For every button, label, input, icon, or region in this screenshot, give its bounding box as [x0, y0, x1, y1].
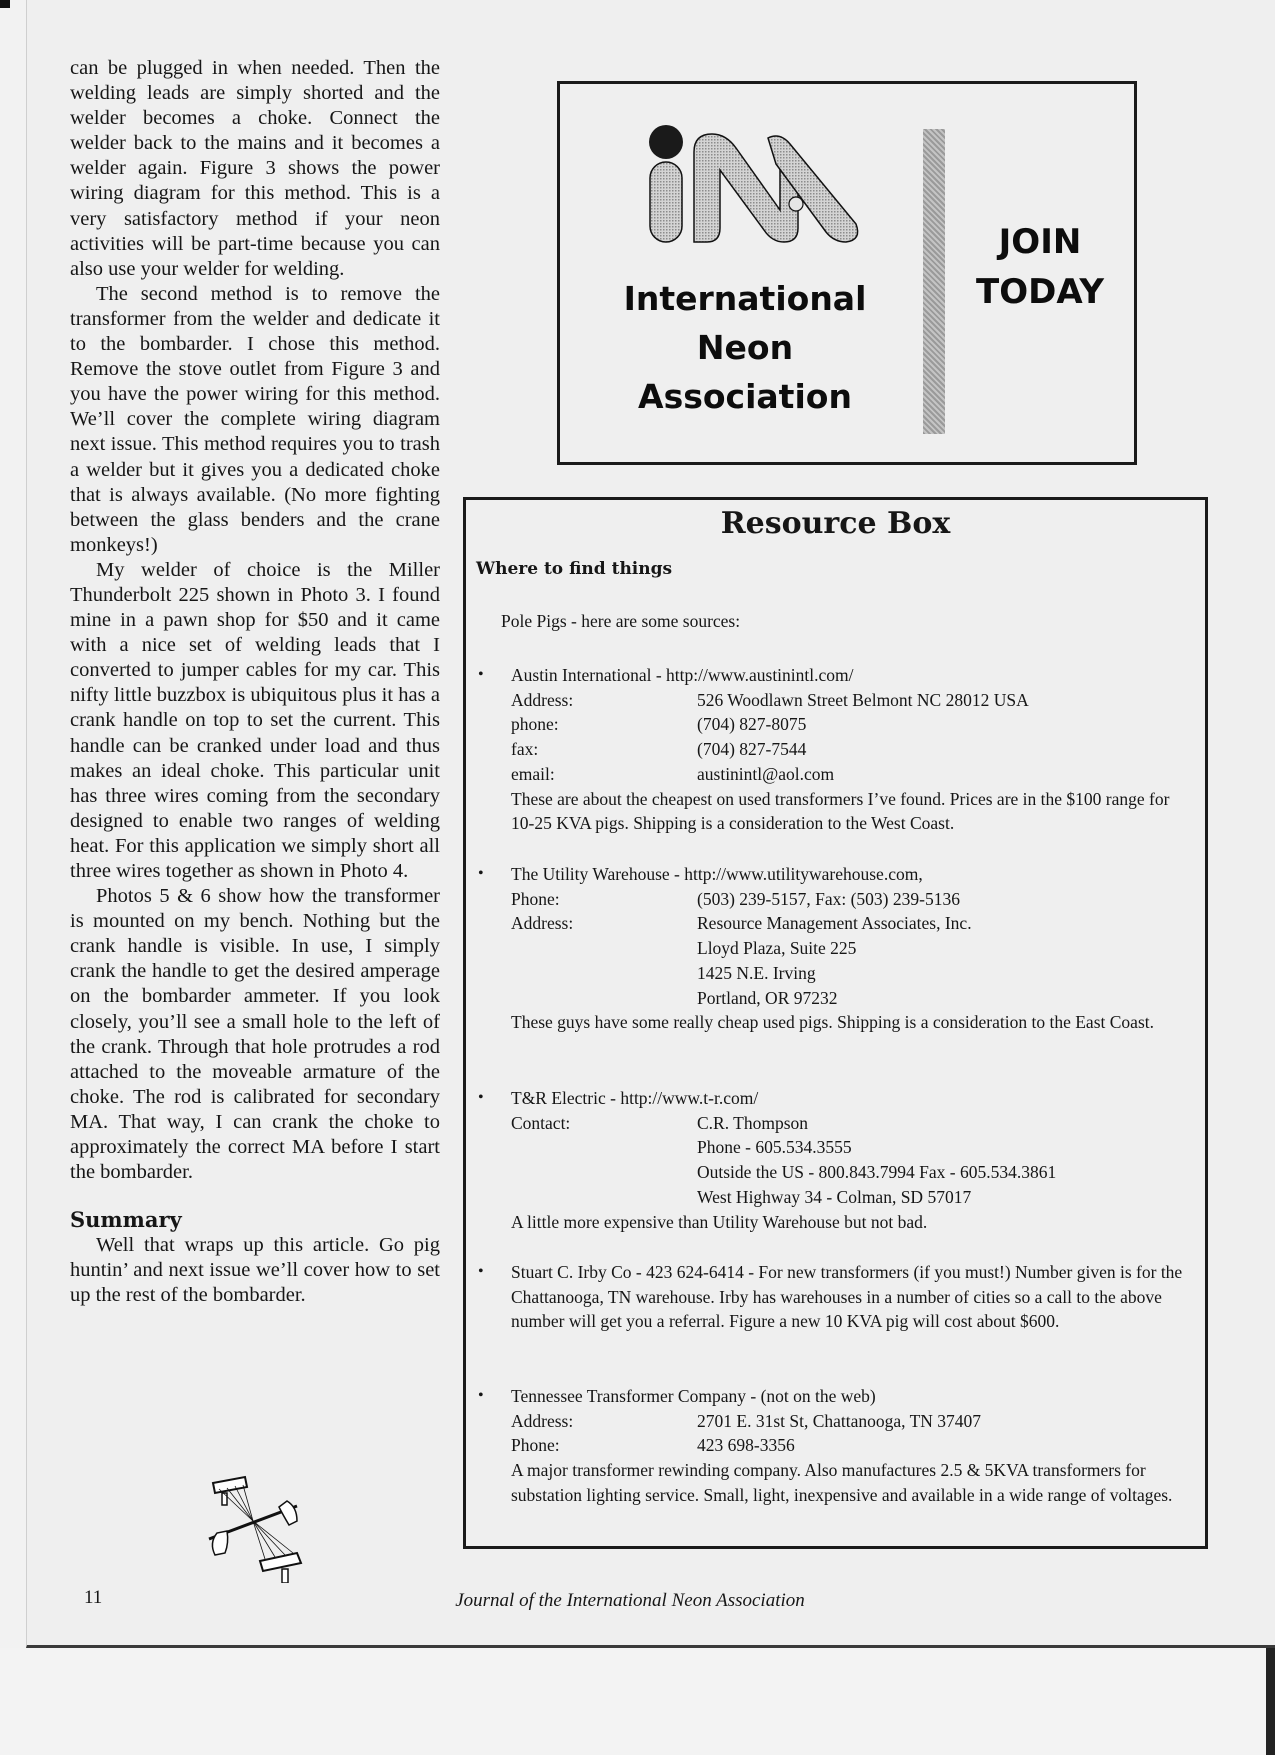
row-label: Address:: [511, 689, 574, 710]
bullet-icon: •: [478, 1089, 484, 1106]
entry-head: Austin International - http://www.austinintl.com/: [511, 665, 854, 685]
contact-line: Outside the US - 800.843.7994 Fax - 605.534.3861: [697, 1162, 1057, 1183]
entry-head: The Utility Warehouse - http://www.utilitywarehouse.com,: [511, 864, 923, 884]
row-label: Phone:: [511, 1435, 560, 1456]
summary-text: Well that wraps up this article. Go pig huntin’ and next issue we’ll cover how to set up the rest of the bombarder.: [70, 1234, 440, 1307]
ina-logo-icon: [648, 124, 868, 244]
summary-heading: Summary: [70, 1207, 182, 1233]
row-label: Address:: [511, 1410, 574, 1431]
entry-head: T&R Electric - http://www.t-r.com/: [511, 1088, 759, 1108]
entry-row: [511, 737, 806, 762]
row-value: (503) 239-5157, Fax: (503) 239-5136: [697, 888, 960, 909]
row-label: email:: [511, 763, 555, 784]
row-label: Contact:: [511, 1112, 571, 1133]
row-value: (704) 827-7544: [697, 739, 807, 760]
entry-note: These guys have some really cheap used pigs. Shipping is a consideration to the East Coast.: [511, 1012, 1154, 1033]
article-paragraph-2: The second method is to remove the transformer from the welder and dedicate it to the bombarder. I chose this method. Remove the stove outlet from Figure 3 and you have the power wiring for this method. We’ll cover the complete wiring diagram next issue. This method requires you to trash a welder but it gives you a dedicated choke that is always available. (No more fighting between the glass benders and the crane monkeys!): [70, 282, 440, 556]
corner-mark: [0, 0, 10, 8]
contact-line: Phone - 605.534.3555: [697, 1137, 852, 1158]
row-label: Phone:: [511, 888, 560, 909]
article-column: [70, 56, 440, 1309]
ina-name-line-2: Neon: [696, 328, 794, 367]
glass-bending-illustration-icon: [205, 1473, 310, 1583]
entry-head: Tennessee Transformer Company - (not on the web): [511, 1386, 876, 1406]
bullet-icon: •: [478, 1387, 484, 1404]
ina-name-line-1: International: [623, 279, 867, 318]
join-line-2: TODAY: [976, 272, 1104, 312]
resource-box-intro: Pole Pigs - here are some sources:: [501, 611, 741, 631]
row-value: 2701 E. 31st St, Chattanooga, TN 37407: [697, 1410, 982, 1431]
entry-row: [511, 1111, 808, 1136]
entry-row: [511, 887, 960, 912]
row-label: Address:: [511, 913, 574, 934]
scan-edge: [1266, 1648, 1275, 1755]
entry-note: A little more expensive than Utility Warehouse but not bad.: [511, 1211, 928, 1232]
page-number: 11: [84, 1587, 103, 1608]
entry-row: [511, 1409, 981, 1434]
ina-name-line-3: Association: [638, 377, 852, 416]
address-line: 1425 N.E. Irving: [697, 962, 816, 983]
ina-join-ad: [557, 81, 1137, 465]
row-value: (704) 827-8075: [697, 714, 807, 735]
resource-box-subtitle: Where to find things: [476, 559, 673, 579]
under-page: [0, 1648, 1266, 1755]
divider-bar: [923, 129, 945, 434]
article-paragraph-3: My welder of choice is the Miller Thunderbolt 225 shown in Photo 3. I found mine in a pawn shop for $50 and it came with a nice set of welding leads that I converted to jumper cables for my car. This nifty little buzzbox is ubiquitous plus it has a crank handle on top to set the current. This handle can be cranked under load and thus makes an ideal choke. This particular unit has three wires coming from the secondary designed to enable two ranges of welding heat. For this application we simply short all three wires together as shown in Photo 4.: [70, 558, 440, 882]
address-line: Lloyd Plaza, Suite 225: [697, 938, 857, 959]
resource-box: [463, 497, 1208, 1549]
address-line: Portland, OR 97232: [697, 987, 838, 1008]
contact-line: West Highway 34 - Colman, SD 57017: [697, 1186, 972, 1207]
row-value: 526 Woodlawn Street Belmont NC 28012 USA: [697, 689, 1029, 710]
row-value: 423 698-3356: [697, 1435, 795, 1456]
ina-name: [600, 274, 890, 421]
row-value: C.R. Thompson: [697, 1112, 809, 1133]
bullet-icon: •: [478, 666, 484, 683]
row-label: fax:: [511, 739, 539, 760]
row-value: austinintl@aol.com: [697, 763, 835, 784]
join-line-1: JOIN: [998, 222, 1082, 262]
entry-row: [511, 1433, 795, 1458]
row-label: phone:: [511, 714, 559, 735]
resource-box-title: Resource Box: [720, 506, 951, 541]
entry-row: [511, 762, 834, 787]
entry-note: These are about the cheapest on used transformers I’ve found. Prices are in the $100 range for 10-25 KVA pigs. Shipping is a consideration to the West Coast.: [511, 788, 1170, 834]
entry-row: [511, 688, 1029, 713]
article-paragraph-1: can be plugged in when needed. Then the welding leads are simply shorted and the welder becomes a choke. Connect the welder back to the mains and it becomes a welder again. Figure 3 shows the power wiring diagram for this method. This is a very satisfactory method if your neon activities will be part-time because you can also use your welder for welding.: [70, 57, 440, 280]
entry-row: [511, 911, 972, 936]
journal-footer: Journal of the International Neon Association: [455, 1590, 805, 1611]
entry-head: Stuart C. Irby Co - 423 624-6414 - For new transformers (if you must!) Number given is for the Chattanooga, TN warehouse. Irby has warehouses in a number of cities so a call to the above number will get you a referral. Figure a new 10 KVA pig will cost about $600.: [511, 1262, 1183, 1332]
entry-note: A major transformer rewinding company. Also manufactures 2.5 & 5KVA transformers for substation lighting service. Small, light, inexpensive and available in a wide range of voltages.: [511, 1460, 1173, 1505]
row-value: Resource Management Associates, Inc.: [697, 913, 972, 934]
article-paragraph-4: Photos 5 & 6 show how the transformer is mounted on my bench. Nothing but the crank handle is visible. In use, I simply crank the handle to get the desired amperage on the bombarder ammeter. If you look closely, you’ll see a small hole to the left of the crank. Through that hole protrudes a rod attached to the moveable armature of the choke. The rod is calibrated for secondary MA. That way, I can crank the choke to approximately the correct MA before I start the bombarder.: [70, 885, 440, 1184]
bullet-icon: •: [478, 1263, 484, 1280]
entry-row: [511, 712, 806, 737]
bullet-icon: •: [478, 865, 484, 882]
join-today-callout: [955, 217, 1125, 317]
